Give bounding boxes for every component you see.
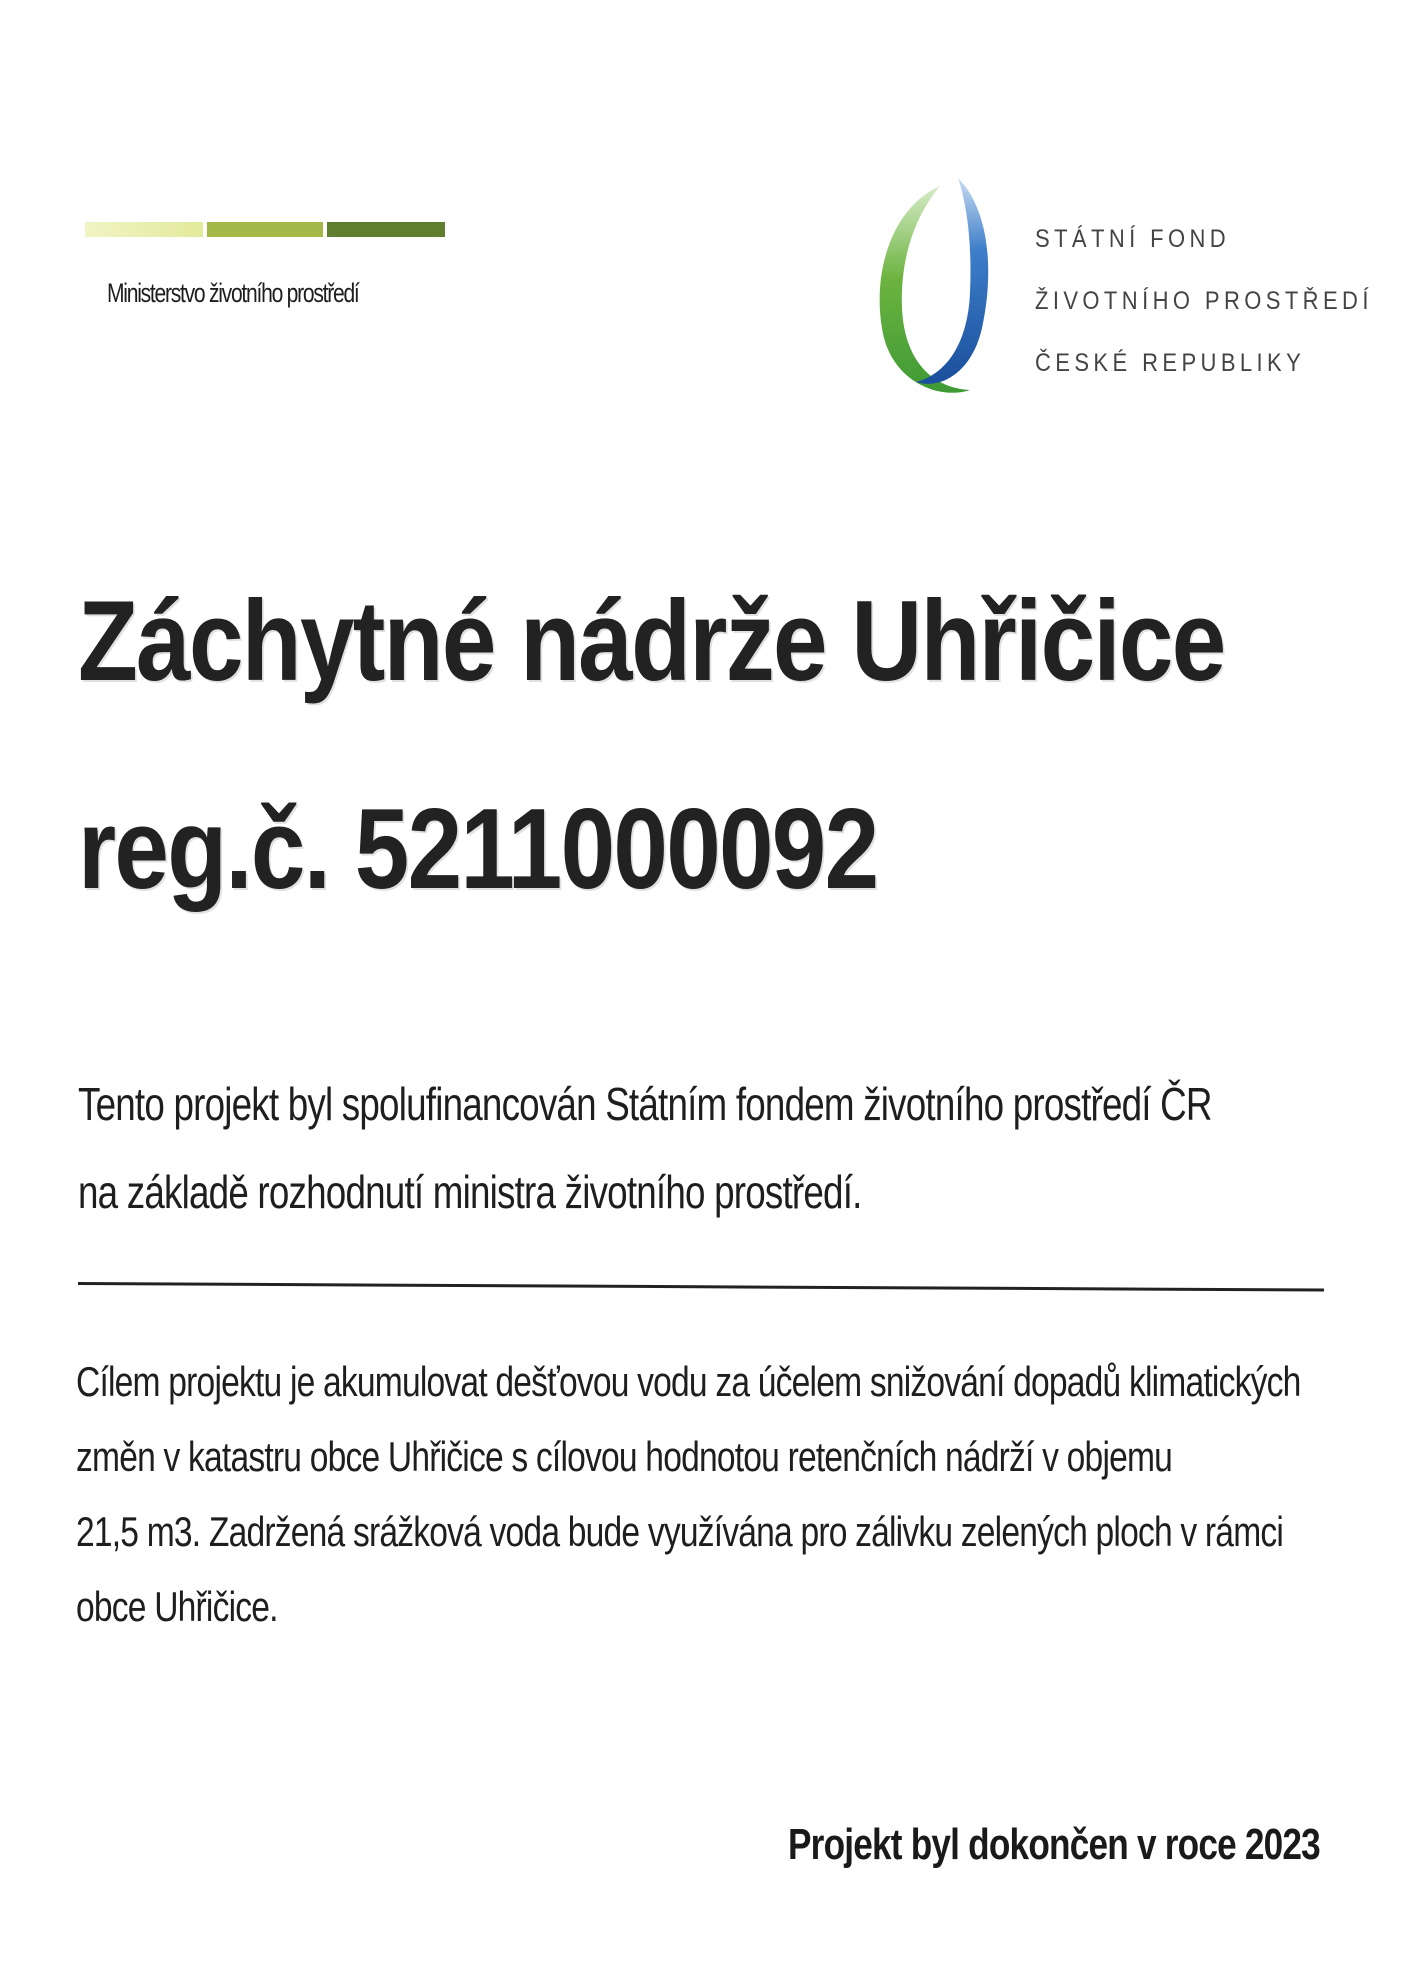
ministry-logo-bar-light [85,222,203,237]
fund-swirl-icon [870,168,1000,408]
fund-name-line-3: ČESKÉ REPUBLIKY [1035,349,1306,377]
ministry-name: Ministerstvo životního prostředí [107,278,359,308]
funding-line-2: na základě rozhodnutí ministra životního prostředí. [78,1166,862,1218]
project-registration-number: reg.č. 5211000092 [78,786,878,913]
funding-statement [78,1060,1212,1236]
fund-name [1035,208,1402,394]
description-line-2: změn v katastru obce Uhřičice s cílovou hodnotou retenčních nádrží v objemu [76,1433,1173,1480]
fund-logo [870,168,1373,408]
completion-statement: Projekt byl dokončen v roce 2023 [788,1820,1320,1869]
fund-name-line-1: STÁTNÍ FOND [1035,225,1231,253]
ministry-logo-bar-medium [207,222,323,237]
project-title-line-1: Záchytné nádrže Uhřičice [78,578,1225,705]
description-line-4: obce Uhřičice. [76,1583,278,1630]
fund-name-line-2: ŽIVOTNÍHO PROSTŘEDÍ [1035,287,1373,315]
project-title [78,538,1225,954]
ministry-logo-bar-dark [327,222,445,237]
description-line-1: Cílem projektu je akumulovat dešťovou vodu za účelem snižování dopadů klimatických [76,1358,1301,1405]
description-line-3: 21,5 m3. Zadržená srážková voda bude využívána pro zálivku zelených ploch v rámci [76,1508,1284,1555]
funding-line-1: Tento projekt byl spolufinancován Státním fondem životního prostředí ČR [78,1078,1212,1130]
ministry-logo [85,220,445,330]
ministry-logo-bars [85,222,445,237]
project-description [76,1344,1300,1644]
section-divider [78,1282,1324,1292]
